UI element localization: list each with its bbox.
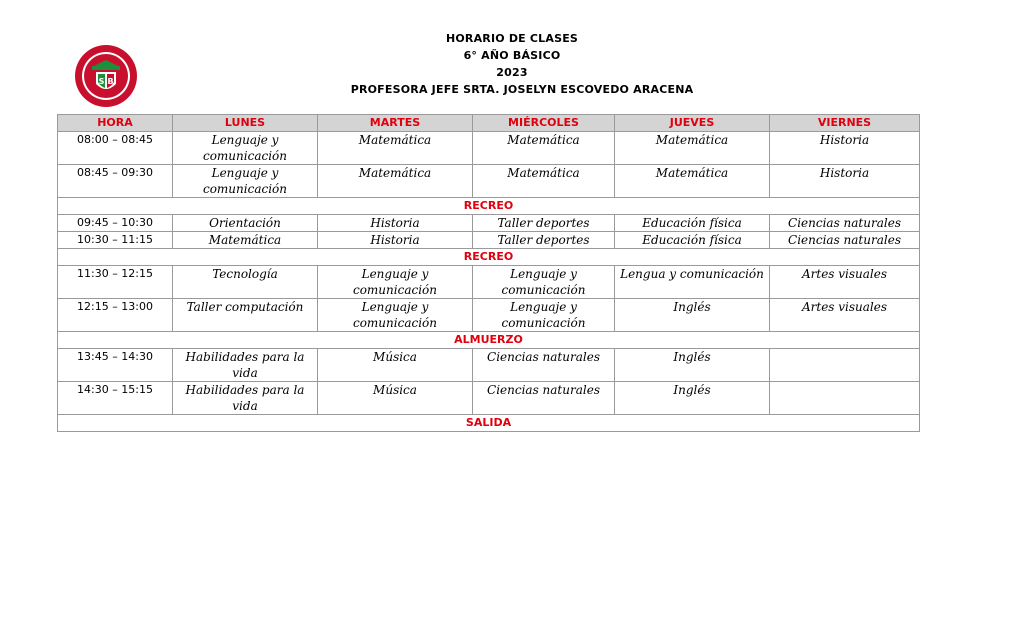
svg-text:B: B xyxy=(107,77,114,86)
subject-cell: Historia xyxy=(770,132,920,165)
subject-cell: Lenguaje y comunicación xyxy=(318,266,473,299)
break-row xyxy=(58,249,920,266)
header-grade: 6° AÑO BÁSICO xyxy=(463,49,561,62)
subject-cell: Matemática xyxy=(473,132,615,165)
column-header-lunes: LUNES xyxy=(173,115,318,132)
subject-cell: Inglés xyxy=(615,349,770,382)
table-row xyxy=(58,382,920,415)
column-header-jueves: JUEVES xyxy=(615,115,770,132)
subject-cell: Inglés xyxy=(615,299,770,332)
svg-text:S: S xyxy=(98,77,105,86)
subject-cell: Matemática xyxy=(473,165,615,198)
subject-cell: Artes visuales xyxy=(770,266,920,299)
table-header-row xyxy=(58,115,920,132)
time-cell: 13:45 – 14:30 xyxy=(58,349,173,382)
subject-cell: Ciencias naturales xyxy=(770,232,920,249)
subject-cell: Habilidades para la vida xyxy=(173,382,318,415)
table-row xyxy=(58,349,920,382)
time-cell: 10:30 – 11:15 xyxy=(58,232,173,249)
subject-cell: Matemática xyxy=(173,232,318,249)
subject-cell: Educación física xyxy=(615,232,770,249)
time-cell: 11:30 – 12:15 xyxy=(58,266,173,299)
time-cell: 12:15 – 13:00 xyxy=(58,299,173,332)
subject-cell: Ciencias naturales xyxy=(770,215,920,232)
column-header-viernes: VIERNES xyxy=(770,115,920,132)
table-row xyxy=(58,232,920,249)
table-row xyxy=(58,266,920,299)
subject-cell xyxy=(770,349,920,382)
break-label: RECREO xyxy=(58,198,920,215)
subject-cell: Ciencias naturales xyxy=(473,349,615,382)
subject-cell: Lenguaje y comunicación xyxy=(473,299,615,332)
subject-cell: Historia xyxy=(770,165,920,198)
time-cell: 08:00 – 08:45 xyxy=(58,132,173,165)
subject-cell: Lenguaje y comunicación xyxy=(173,165,318,198)
time-cell: 09:45 – 10:30 xyxy=(58,215,173,232)
subject-cell: Matemática xyxy=(615,165,770,198)
subject-cell: Lenguaje y comunicación xyxy=(173,132,318,165)
subject-cell: Música xyxy=(318,382,473,415)
subject-cell: Educación física xyxy=(615,215,770,232)
subject-cell: Taller deportes xyxy=(473,232,615,249)
subject-cell: Orientación xyxy=(173,215,318,232)
subject-cell: Artes visuales xyxy=(770,299,920,332)
column-header-martes: MARTES xyxy=(318,115,473,132)
table-row xyxy=(58,299,920,332)
subject-cell: Taller computación xyxy=(173,299,318,332)
break-row xyxy=(58,332,920,349)
subject-cell: Lenguaje y comunicación xyxy=(473,266,615,299)
subject-cell: Historia xyxy=(318,232,473,249)
break-row xyxy=(58,415,920,432)
table-row xyxy=(58,132,920,165)
header-teacher: PROFESORA JEFE SRTA. JOSELYN ESCOVEDO ARACENA xyxy=(350,83,694,96)
subject-cell: Matemática xyxy=(615,132,770,165)
break-row xyxy=(58,198,920,215)
subject-cell: Tecnología xyxy=(173,266,318,299)
column-header-hora: HORA xyxy=(58,115,173,132)
table-row xyxy=(58,165,920,198)
break-label: SALIDA xyxy=(58,415,920,432)
subject-cell: Inglés xyxy=(615,382,770,415)
column-header-miercoles: MIÉRCOLES xyxy=(473,115,615,132)
subject-cell: Ciencias naturales xyxy=(473,382,615,415)
header-title: HORARIO DE CLASES xyxy=(445,32,579,45)
schedule-table xyxy=(57,114,920,432)
subject-cell: Música xyxy=(318,349,473,382)
time-cell: 08:45 – 09:30 xyxy=(58,165,173,198)
subject-cell xyxy=(770,382,920,415)
table-row xyxy=(58,215,920,232)
break-label: ALMUERZO xyxy=(58,332,920,349)
subject-cell: Lengua y comunicación xyxy=(615,266,770,299)
header-year: 2023 xyxy=(496,66,528,79)
time-cell: 14:30 – 15:15 xyxy=(58,382,173,415)
subject-cell: Lenguaje y comunicación xyxy=(318,299,473,332)
subject-cell: Matemática xyxy=(318,132,473,165)
document-header xyxy=(0,30,1024,98)
subject-cell: Matemática xyxy=(318,165,473,198)
break-label: RECREO xyxy=(58,249,920,266)
subject-cell: Historia xyxy=(318,215,473,232)
subject-cell: Taller deportes xyxy=(473,215,615,232)
subject-cell: Habilidades para la vida xyxy=(173,349,318,382)
